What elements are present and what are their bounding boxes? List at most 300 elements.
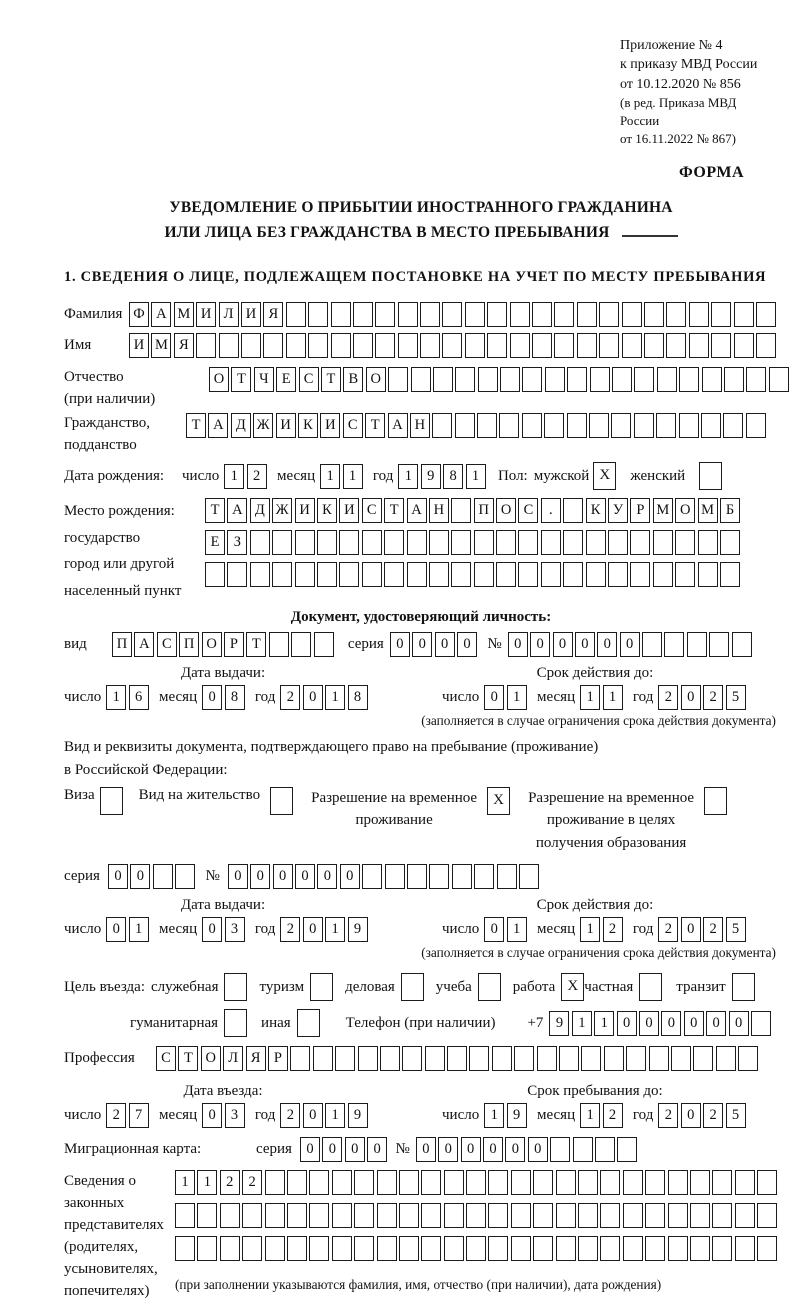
char-cell[interactable] xyxy=(295,530,315,555)
work-checkbox[interactable]: X xyxy=(561,973,584,1001)
char-cell[interactable] xyxy=(724,367,744,392)
char-cell[interactable] xyxy=(623,1203,643,1228)
char-cell[interactable] xyxy=(377,1236,397,1261)
char-cell[interactable] xyxy=(339,562,359,587)
char-cell[interactable] xyxy=(600,1203,620,1228)
char-cell[interactable] xyxy=(384,530,404,555)
char-cell[interactable]: 0 xyxy=(345,1137,365,1162)
char-cell[interactable]: 2 xyxy=(242,1170,262,1195)
doc-issue-year-field[interactable] xyxy=(280,685,370,710)
char-cell[interactable]: 1 xyxy=(343,464,363,489)
char-cell[interactable]: 1 xyxy=(580,917,600,942)
char-cell[interactable] xyxy=(362,530,382,555)
char-cell[interactable] xyxy=(335,1046,355,1071)
char-cell[interactable]: 5 xyxy=(726,917,746,942)
char-cell[interactable]: 1 xyxy=(197,1170,217,1195)
char-cell[interactable] xyxy=(407,530,427,555)
char-cell[interactable]: Я xyxy=(246,1046,266,1071)
char-cell[interactable]: 2 xyxy=(703,917,723,942)
char-cell[interactable]: Т xyxy=(384,498,404,523)
char-cell[interactable] xyxy=(518,530,538,555)
char-cell[interactable] xyxy=(317,562,337,587)
char-cell[interactable] xyxy=(197,1236,217,1261)
char-cell[interactable] xyxy=(532,302,552,327)
official-checkbox[interactable] xyxy=(224,973,247,1001)
char-cell[interactable] xyxy=(735,1203,755,1228)
char-cell[interactable] xyxy=(756,302,776,327)
char-cell[interactable] xyxy=(510,333,530,358)
char-cell[interactable]: 2 xyxy=(658,917,678,942)
representatives-row2-field[interactable] xyxy=(175,1203,780,1228)
char-cell[interactable] xyxy=(465,333,485,358)
char-cell[interactable]: В xyxy=(343,367,363,392)
char-cell[interactable]: 8 xyxy=(225,685,245,710)
char-cell[interactable] xyxy=(272,562,292,587)
char-cell[interactable] xyxy=(488,1236,508,1261)
char-cell[interactable] xyxy=(556,1236,576,1261)
char-cell[interactable] xyxy=(746,367,766,392)
char-cell[interactable] xyxy=(444,1203,464,1228)
char-cell[interactable] xyxy=(734,302,754,327)
char-cell[interactable] xyxy=(556,1170,576,1195)
char-cell[interactable] xyxy=(514,1046,534,1071)
char-cell[interactable] xyxy=(250,530,270,555)
char-cell[interactable] xyxy=(617,1137,637,1162)
char-cell[interactable] xyxy=(331,333,351,358)
char-cell[interactable] xyxy=(420,333,440,358)
char-cell[interactable]: А xyxy=(208,413,228,438)
char-cell[interactable] xyxy=(623,1236,643,1261)
char-cell[interactable] xyxy=(675,562,695,587)
char-cell[interactable] xyxy=(630,530,650,555)
char-cell[interactable]: 0 xyxy=(438,1137,458,1162)
char-cell[interactable] xyxy=(421,1236,441,1261)
char-cell[interactable] xyxy=(497,864,517,889)
char-cell[interactable]: О xyxy=(201,1046,221,1071)
char-cell[interactable]: С xyxy=(362,498,382,523)
char-cell[interactable]: 1 xyxy=(325,917,345,942)
char-cell[interactable]: 0 xyxy=(639,1011,659,1036)
char-cell[interactable] xyxy=(197,1203,217,1228)
char-cell[interactable]: 0 xyxy=(202,685,222,710)
char-cell[interactable]: 0 xyxy=(684,1011,704,1036)
char-cell[interactable]: О xyxy=(366,367,386,392)
birth-place-row1-field[interactable] xyxy=(205,498,742,523)
char-cell[interactable] xyxy=(286,333,306,358)
char-cell[interactable] xyxy=(511,1203,531,1228)
char-cell[interactable] xyxy=(399,1203,419,1228)
char-cell[interactable]: 2 xyxy=(703,685,723,710)
char-cell[interactable]: 0 xyxy=(250,864,270,889)
char-cell[interactable]: А xyxy=(227,498,247,523)
char-cell[interactable] xyxy=(537,1046,557,1071)
char-cell[interactable] xyxy=(577,333,597,358)
char-cell[interactable]: Ф xyxy=(129,302,149,327)
char-cell[interactable]: 0 xyxy=(620,632,640,657)
char-cell[interactable] xyxy=(578,1203,598,1228)
female-checkbox[interactable] xyxy=(699,462,722,490)
business-checkbox[interactable] xyxy=(401,973,424,1001)
char-cell[interactable] xyxy=(589,413,609,438)
char-cell[interactable] xyxy=(645,1236,665,1261)
char-cell[interactable]: 1 xyxy=(320,464,340,489)
char-cell[interactable] xyxy=(265,1170,285,1195)
char-cell[interactable] xyxy=(362,562,382,587)
char-cell[interactable] xyxy=(711,302,731,327)
char-cell[interactable]: С xyxy=(156,1046,176,1071)
char-cell[interactable]: 0 xyxy=(528,1137,548,1162)
char-cell[interactable]: . xyxy=(541,498,561,523)
char-cell[interactable]: 1 xyxy=(594,1011,614,1036)
citizenship-field[interactable] xyxy=(186,413,768,438)
char-cell[interactable] xyxy=(384,562,404,587)
char-cell[interactable]: 0 xyxy=(202,1103,222,1128)
other-checkbox[interactable] xyxy=(297,1009,320,1037)
char-cell[interactable] xyxy=(510,302,530,327)
char-cell[interactable] xyxy=(380,1046,400,1071)
char-cell[interactable] xyxy=(407,864,427,889)
char-cell[interactable] xyxy=(425,1046,445,1071)
char-cell[interactable] xyxy=(671,1046,691,1071)
char-cell[interactable] xyxy=(709,632,729,657)
card-number-field[interactable] xyxy=(416,1137,640,1162)
char-cell[interactable] xyxy=(751,1011,771,1036)
char-cell[interactable] xyxy=(608,530,628,555)
char-cell[interactable] xyxy=(455,413,475,438)
char-cell[interactable]: 2 xyxy=(280,917,300,942)
char-cell[interactable] xyxy=(291,632,311,657)
char-cell[interactable] xyxy=(738,1046,758,1071)
char-cell[interactable]: 9 xyxy=(507,1103,527,1128)
char-cell[interactable]: Т xyxy=(231,367,251,392)
char-cell[interactable]: У xyxy=(608,498,628,523)
male-checkbox[interactable]: X xyxy=(593,462,616,490)
char-cell[interactable] xyxy=(577,302,597,327)
temp-residence-edu-checkbox[interactable] xyxy=(704,787,727,815)
char-cell[interactable] xyxy=(541,530,561,555)
char-cell[interactable] xyxy=(746,413,766,438)
char-cell[interactable] xyxy=(309,1236,329,1261)
char-cell[interactable]: 2 xyxy=(247,464,267,489)
doc-issue-day-field[interactable] xyxy=(106,685,151,710)
char-cell[interactable]: Е xyxy=(205,530,225,555)
char-cell[interactable]: Д xyxy=(231,413,251,438)
char-cell[interactable]: П xyxy=(112,632,132,657)
char-cell[interactable] xyxy=(533,1236,553,1261)
char-cell[interactable] xyxy=(533,1203,553,1228)
char-cell[interactable] xyxy=(533,1170,553,1195)
char-cell[interactable]: 6 xyxy=(129,685,149,710)
char-cell[interactable] xyxy=(599,333,619,358)
char-cell[interactable]: 9 xyxy=(549,1011,569,1036)
char-cell[interactable]: 0 xyxy=(416,1137,436,1162)
char-cell[interactable] xyxy=(604,1046,624,1071)
char-cell[interactable] xyxy=(205,562,225,587)
card-series-field[interactable] xyxy=(300,1137,390,1162)
char-cell[interactable] xyxy=(444,1236,464,1261)
char-cell[interactable] xyxy=(578,1236,598,1261)
char-cell[interactable]: 1 xyxy=(580,1103,600,1128)
stay-issue-day-field[interactable] xyxy=(106,917,151,942)
char-cell[interactable] xyxy=(567,413,587,438)
char-cell[interactable] xyxy=(656,413,676,438)
char-cell[interactable] xyxy=(466,1236,486,1261)
char-cell[interactable] xyxy=(308,333,328,358)
char-cell[interactable]: 2 xyxy=(658,685,678,710)
entry-year-field[interactable] xyxy=(280,1103,370,1128)
char-cell[interactable] xyxy=(474,864,494,889)
char-cell[interactable] xyxy=(666,302,686,327)
char-cell[interactable] xyxy=(720,562,740,587)
char-cell[interactable] xyxy=(317,530,337,555)
char-cell[interactable]: 9 xyxy=(421,464,441,489)
char-cell[interactable] xyxy=(712,1236,732,1261)
char-cell[interactable]: К xyxy=(317,498,337,523)
stay-valid-year-field[interactable] xyxy=(658,917,748,942)
char-cell[interactable]: 0 xyxy=(681,917,701,942)
char-cell[interactable]: И xyxy=(129,333,149,358)
stay-issue-year-field[interactable] xyxy=(280,917,370,942)
char-cell[interactable] xyxy=(385,864,405,889)
char-cell[interactable] xyxy=(388,367,408,392)
char-cell[interactable]: Д xyxy=(250,498,270,523)
char-cell[interactable]: Н xyxy=(429,498,449,523)
char-cell[interactable]: 9 xyxy=(348,917,368,942)
char-cell[interactable] xyxy=(332,1170,352,1195)
char-cell[interactable] xyxy=(532,333,552,358)
char-cell[interactable]: М xyxy=(174,302,194,327)
stay-until-month-field[interactable] xyxy=(580,1103,625,1128)
char-cell[interactable] xyxy=(339,530,359,555)
char-cell[interactable] xyxy=(451,498,471,523)
char-cell[interactable] xyxy=(644,302,664,327)
char-cell[interactable] xyxy=(600,1236,620,1261)
char-cell[interactable] xyxy=(411,367,431,392)
surname-field[interactable] xyxy=(129,302,778,327)
char-cell[interactable]: 0 xyxy=(130,864,150,889)
char-cell[interactable] xyxy=(757,1170,777,1195)
birth-year-field[interactable] xyxy=(398,464,488,489)
char-cell[interactable] xyxy=(702,367,722,392)
char-cell[interactable] xyxy=(398,333,418,358)
doc-number-field[interactable] xyxy=(508,632,754,657)
char-cell[interactable] xyxy=(451,562,471,587)
char-cell[interactable]: 0 xyxy=(617,1011,637,1036)
char-cell[interactable]: А xyxy=(407,498,427,523)
char-cell[interactable] xyxy=(679,413,699,438)
char-cell[interactable] xyxy=(573,1137,593,1162)
char-cell[interactable]: 0 xyxy=(661,1011,681,1036)
char-cell[interactable] xyxy=(690,1203,710,1228)
char-cell[interactable] xyxy=(466,1170,486,1195)
char-cell[interactable] xyxy=(421,1170,441,1195)
char-cell[interactable] xyxy=(308,302,328,327)
char-cell[interactable]: 0 xyxy=(457,632,477,657)
char-cell[interactable]: А xyxy=(134,632,154,657)
char-cell[interactable] xyxy=(442,333,462,358)
char-cell[interactable]: М xyxy=(151,333,171,358)
char-cell[interactable] xyxy=(375,333,395,358)
char-cell[interactable] xyxy=(675,530,695,555)
char-cell[interactable]: П xyxy=(179,632,199,657)
char-cell[interactable] xyxy=(756,333,776,358)
char-cell[interactable] xyxy=(581,1046,601,1071)
char-cell[interactable] xyxy=(668,1236,688,1261)
char-cell[interactable] xyxy=(429,864,449,889)
char-cell[interactable] xyxy=(642,632,662,657)
char-cell[interactable]: Т xyxy=(321,367,341,392)
char-cell[interactable] xyxy=(732,632,752,657)
char-cell[interactable] xyxy=(447,1046,467,1071)
char-cell[interactable]: 3 xyxy=(225,917,245,942)
char-cell[interactable]: Р xyxy=(268,1046,288,1071)
char-cell[interactable]: 2 xyxy=(280,685,300,710)
char-cell[interactable] xyxy=(452,864,472,889)
char-cell[interactable] xyxy=(689,302,709,327)
char-cell[interactable] xyxy=(679,367,699,392)
char-cell[interactable] xyxy=(314,632,334,657)
char-cell[interactable] xyxy=(554,333,574,358)
char-cell[interactable] xyxy=(332,1236,352,1261)
char-cell[interactable] xyxy=(586,530,606,555)
char-cell[interactable]: 1 xyxy=(572,1011,592,1036)
humanitarian-checkbox[interactable] xyxy=(224,1009,247,1037)
char-cell[interactable] xyxy=(398,302,418,327)
char-cell[interactable] xyxy=(769,367,789,392)
char-cell[interactable]: 0 xyxy=(303,1103,323,1128)
char-cell[interactable]: 1 xyxy=(224,464,244,489)
char-cell[interactable]: Я xyxy=(263,302,283,327)
char-cell[interactable] xyxy=(399,1236,419,1261)
char-cell[interactable] xyxy=(469,1046,489,1071)
char-cell[interactable] xyxy=(466,1203,486,1228)
char-cell[interactable]: Я xyxy=(174,333,194,358)
char-cell[interactable]: 0 xyxy=(106,917,126,942)
char-cell[interactable] xyxy=(429,562,449,587)
representatives-row3-field[interactable] xyxy=(175,1236,780,1261)
char-cell[interactable]: 0 xyxy=(553,632,573,657)
char-cell[interactable] xyxy=(175,864,195,889)
char-cell[interactable] xyxy=(698,530,718,555)
char-cell[interactable] xyxy=(242,1236,262,1261)
char-cell[interactable] xyxy=(522,367,542,392)
char-cell[interactable]: Ч xyxy=(254,367,274,392)
char-cell[interactable]: 0 xyxy=(317,864,337,889)
char-cell[interactable] xyxy=(645,1170,665,1195)
char-cell[interactable]: Т xyxy=(246,632,266,657)
char-cell[interactable]: 2 xyxy=(220,1170,240,1195)
char-cell[interactable]: 0 xyxy=(483,1137,503,1162)
char-cell[interactable] xyxy=(556,1203,576,1228)
stay-until-day-field[interactable] xyxy=(484,1103,529,1128)
char-cell[interactable] xyxy=(608,562,628,587)
char-cell[interactable] xyxy=(433,367,453,392)
char-cell[interactable] xyxy=(544,413,564,438)
char-cell[interactable]: И xyxy=(295,498,315,523)
char-cell[interactable]: 1 xyxy=(466,464,486,489)
char-cell[interactable] xyxy=(623,1170,643,1195)
char-cell[interactable] xyxy=(554,302,574,327)
char-cell[interactable] xyxy=(563,562,583,587)
char-cell[interactable]: И xyxy=(339,498,359,523)
char-cell[interactable] xyxy=(586,562,606,587)
char-cell[interactable]: 2 xyxy=(603,917,623,942)
char-cell[interactable] xyxy=(690,1170,710,1195)
char-cell[interactable] xyxy=(668,1170,688,1195)
char-cell[interactable] xyxy=(693,1046,713,1071)
char-cell[interactable]: 0 xyxy=(484,917,504,942)
char-cell[interactable]: М xyxy=(698,498,718,523)
char-cell[interactable]: Т xyxy=(365,413,385,438)
char-cell[interactable] xyxy=(451,530,471,555)
char-cell[interactable]: С xyxy=(518,498,538,523)
char-cell[interactable] xyxy=(599,302,619,327)
char-cell[interactable]: 0 xyxy=(435,632,455,657)
char-cell[interactable] xyxy=(331,302,351,327)
char-cell[interactable] xyxy=(227,562,247,587)
char-cell[interactable]: Л xyxy=(223,1046,243,1071)
char-cell[interactable] xyxy=(175,1203,195,1228)
char-cell[interactable] xyxy=(630,562,650,587)
char-cell[interactable] xyxy=(402,1046,422,1071)
char-cell[interactable] xyxy=(545,367,565,392)
char-cell[interactable] xyxy=(757,1236,777,1261)
char-cell[interactable]: М xyxy=(653,498,673,523)
char-cell[interactable] xyxy=(353,333,373,358)
char-cell[interactable]: 1 xyxy=(398,464,418,489)
temp-residence-checkbox[interactable]: X xyxy=(487,787,510,815)
char-cell[interactable] xyxy=(263,333,283,358)
stay-series-field[interactable] xyxy=(108,864,198,889)
char-cell[interactable]: 0 xyxy=(390,632,410,657)
stay-valid-day-field[interactable] xyxy=(484,917,529,942)
char-cell[interactable] xyxy=(657,367,677,392)
char-cell[interactable] xyxy=(735,1236,755,1261)
char-cell[interactable] xyxy=(265,1236,285,1261)
char-cell[interactable]: 0 xyxy=(706,1011,726,1036)
char-cell[interactable]: 0 xyxy=(412,632,432,657)
char-cell[interactable]: 0 xyxy=(340,864,360,889)
phone-field[interactable] xyxy=(549,1011,773,1036)
transit-checkbox[interactable] xyxy=(732,973,755,1001)
char-cell[interactable]: 1 xyxy=(129,917,149,942)
char-cell[interactable] xyxy=(295,562,315,587)
char-cell[interactable]: 2 xyxy=(658,1103,678,1128)
char-cell[interactable] xyxy=(559,1046,579,1071)
char-cell[interactable]: А xyxy=(151,302,171,327)
char-cell[interactable]: 0 xyxy=(508,632,528,657)
char-cell[interactable] xyxy=(666,333,686,358)
char-cell[interactable] xyxy=(220,1203,240,1228)
char-cell[interactable]: 1 xyxy=(507,685,527,710)
char-cell[interactable] xyxy=(698,562,718,587)
doc-issue-month-field[interactable] xyxy=(202,685,247,710)
char-cell[interactable] xyxy=(720,530,740,555)
residence-permit-checkbox[interactable] xyxy=(270,787,293,815)
char-cell[interactable]: О xyxy=(202,632,222,657)
char-cell[interactable] xyxy=(420,302,440,327)
char-cell[interactable] xyxy=(653,562,673,587)
char-cell[interactable] xyxy=(496,530,516,555)
char-cell[interactable]: И xyxy=(276,413,296,438)
char-cell[interactable] xyxy=(220,1236,240,1261)
char-cell[interactable] xyxy=(519,864,539,889)
char-cell[interactable]: И xyxy=(320,413,340,438)
char-cell[interactable] xyxy=(153,864,173,889)
char-cell[interactable] xyxy=(649,1046,669,1071)
char-cell[interactable] xyxy=(354,1203,374,1228)
doc-valid-day-field[interactable] xyxy=(484,685,529,710)
